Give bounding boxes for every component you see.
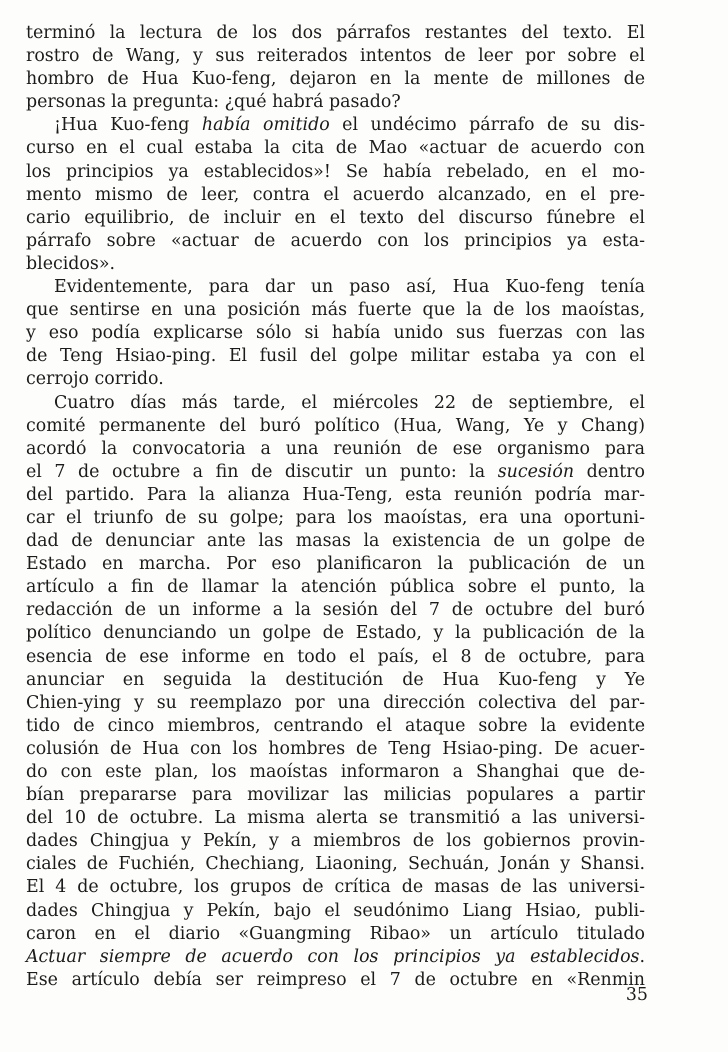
text-line [26, 461, 645, 484]
text-line [26, 923, 645, 946]
text-line [26, 830, 645, 853]
line-text: dades Chingjua y Pekín, y a miembros de los gobiernos provin- [26, 831, 645, 852]
line-text: comité permanente del buró político (Hua, Wang, Ye y Chang) [26, 415, 645, 436]
italic-title: Actuar siempre de acuerdo con los principios ya establecidos [26, 946, 640, 967]
line-text: dad de denunciar ante las masas la existencia de un golpe de [26, 531, 645, 552]
text-line [26, 622, 645, 645]
text-line [26, 392, 645, 415]
line-text: do con este plan, los maoístas informaron a Shanghai que de- [26, 762, 645, 782]
line-text: Estado en marcha. Por eso planificaron la publicación de un [26, 554, 645, 575]
line-text: curso en el cual estaba la cita de Mao «actuar de acuerdo con [26, 138, 645, 159]
line-text: ciales de Fuchién, Chechiang, Liaoning, Sechuán, Jonán y Shansi. [26, 854, 645, 875]
text-line [26, 161, 645, 184]
text-line [26, 45, 645, 68]
text-line [26, 669, 645, 692]
text-line [26, 576, 645, 599]
body-text [26, 22, 645, 992]
text-line [26, 900, 645, 923]
line-text: de Teng Hsiao-ping. El fusil del golpe militar estaba ya con el [26, 346, 645, 367]
line-text: bían prepararse para movilizar las milicias populares a partir [26, 785, 645, 806]
line-text: cerrojo corrido. [26, 369, 164, 390]
text-line [26, 692, 645, 715]
line-text: . [639, 946, 645, 967]
text-line [26, 22, 645, 45]
text-line [26, 715, 645, 738]
text-line [26, 253, 645, 276]
line-text: colusión de Hua con los hombres de Teng Hsiao-ping. De acuer- [26, 738, 645, 759]
text-line [26, 599, 645, 622]
italic-title: sucesión [497, 461, 575, 482]
text-line [26, 946, 645, 969]
text-line [26, 438, 645, 461]
line-text: y eso podía explicarse sólo si había unido sus fuerzas con las [26, 323, 645, 344]
line-text: político denunciando un golpe de Estado, y la publicación de la [26, 623, 645, 644]
line-text: que sentirse en una posición más fuerte que la de los maoístas, [26, 300, 645, 321]
text-line [26, 68, 645, 91]
line-text: rostro de Wang, y sus reiterados intentos de leer por sobre el [26, 46, 645, 67]
text-line [26, 322, 645, 345]
line-text: hombro de Hua Kuo-feng, dejaron en la mente de millones de [26, 69, 645, 90]
text-line [26, 807, 645, 830]
text-line [26, 415, 645, 438]
line-text: tido de cinco miembros, centrando el ataque sobre la evidente [26, 715, 645, 736]
line-text: mento mismo de leer, contra el acuerdo alcanzado, en el pre- [26, 184, 645, 205]
text-line [26, 207, 645, 230]
text-line [26, 276, 645, 299]
line-text: los principios ya establecidos»! Se había rebelado, en el mo- [26, 161, 645, 182]
line-text: del partido. Para la alianza Hua-Teng, esta reunión podría mar- [26, 484, 645, 505]
line-text: El 4 de octubre, los grupos de crítica de masas de las universi- [26, 877, 645, 898]
line-text: dades Chingjua y Pekín, bajo el seudónimo Liang Hsiao, publi- [26, 900, 645, 921]
line-text: personas la pregunta: ¿qué habrá pasado? [26, 92, 401, 113]
line-text: car el triunfo de su golpe; para los maoístas, era una oportuni- [26, 507, 645, 528]
text-line [26, 484, 645, 507]
text-line [26, 230, 645, 253]
text-line [26, 530, 645, 553]
text-line [26, 345, 645, 368]
line-text: ¡Hua Kuo-feng [54, 115, 202, 136]
text-line [26, 784, 645, 807]
text-line [26, 969, 645, 992]
line-text: Ese artículo debía ser reimpreso el 7 de octubre en «Renmin [26, 969, 645, 990]
line-text: dentro [574, 461, 645, 482]
text-line [26, 137, 645, 160]
text-line [26, 738, 645, 761]
text-line [26, 114, 645, 137]
line-text: caron en el diario «Guangming Ribao» un artículo titulado [26, 923, 645, 944]
line-text: Chien-ying y su reemplazo por una dirección colectiva del par- [26, 692, 645, 713]
text-line [26, 761, 645, 784]
line-text: cario equilibrio, de incluir en el texto del discurso fúnebre el [26, 207, 645, 228]
text-line [26, 368, 645, 391]
line-text: el undécimo párrafo de su dis- [329, 115, 645, 136]
page-number: 35 [625, 985, 648, 1005]
line-text: el 7 de octubre a fin de discutir un punto: la [26, 461, 498, 482]
text-line [26, 91, 645, 114]
line-text: acordó la convocatoria a una reunión de ese organismo para [26, 438, 645, 459]
text-line [26, 299, 645, 322]
line-text: Evidentemente, para dar un paso así, Hua Kuo-feng tenía [54, 277, 645, 298]
italic-title: había omitido [201, 115, 330, 136]
text-line [26, 184, 645, 207]
line-text: del 10 de octubre. La misma alerta se transmitió a las universi- [26, 808, 645, 829]
line-text: anunciar en seguida la destitución de Hua Kuo-feng y Ye [26, 669, 645, 690]
text-line [26, 853, 645, 876]
line-text: artículo a fin de llamar la atención pública sobre el punto, la [26, 577, 645, 598]
text-line [26, 553, 645, 576]
text-line [26, 646, 645, 669]
line-text: redacción de un informe a la sesión del 7 de octubre del buró [26, 600, 645, 621]
line-text: terminó la lectura de los dos párrafos restantes del texto. El [26, 23, 645, 43]
line-text: esencia de ese informe en todo el país, el 8 de octubre, para [26, 646, 645, 667]
text-line [26, 876, 645, 899]
line-text: párrafo sobre «actuar de acuerdo con los principios ya esta- [26, 230, 645, 251]
text-line [26, 507, 645, 530]
line-text: blecidos». [26, 253, 115, 274]
line-text: Cuatro días más tarde, el miércoles 22 de septiembre, el [54, 392, 645, 413]
